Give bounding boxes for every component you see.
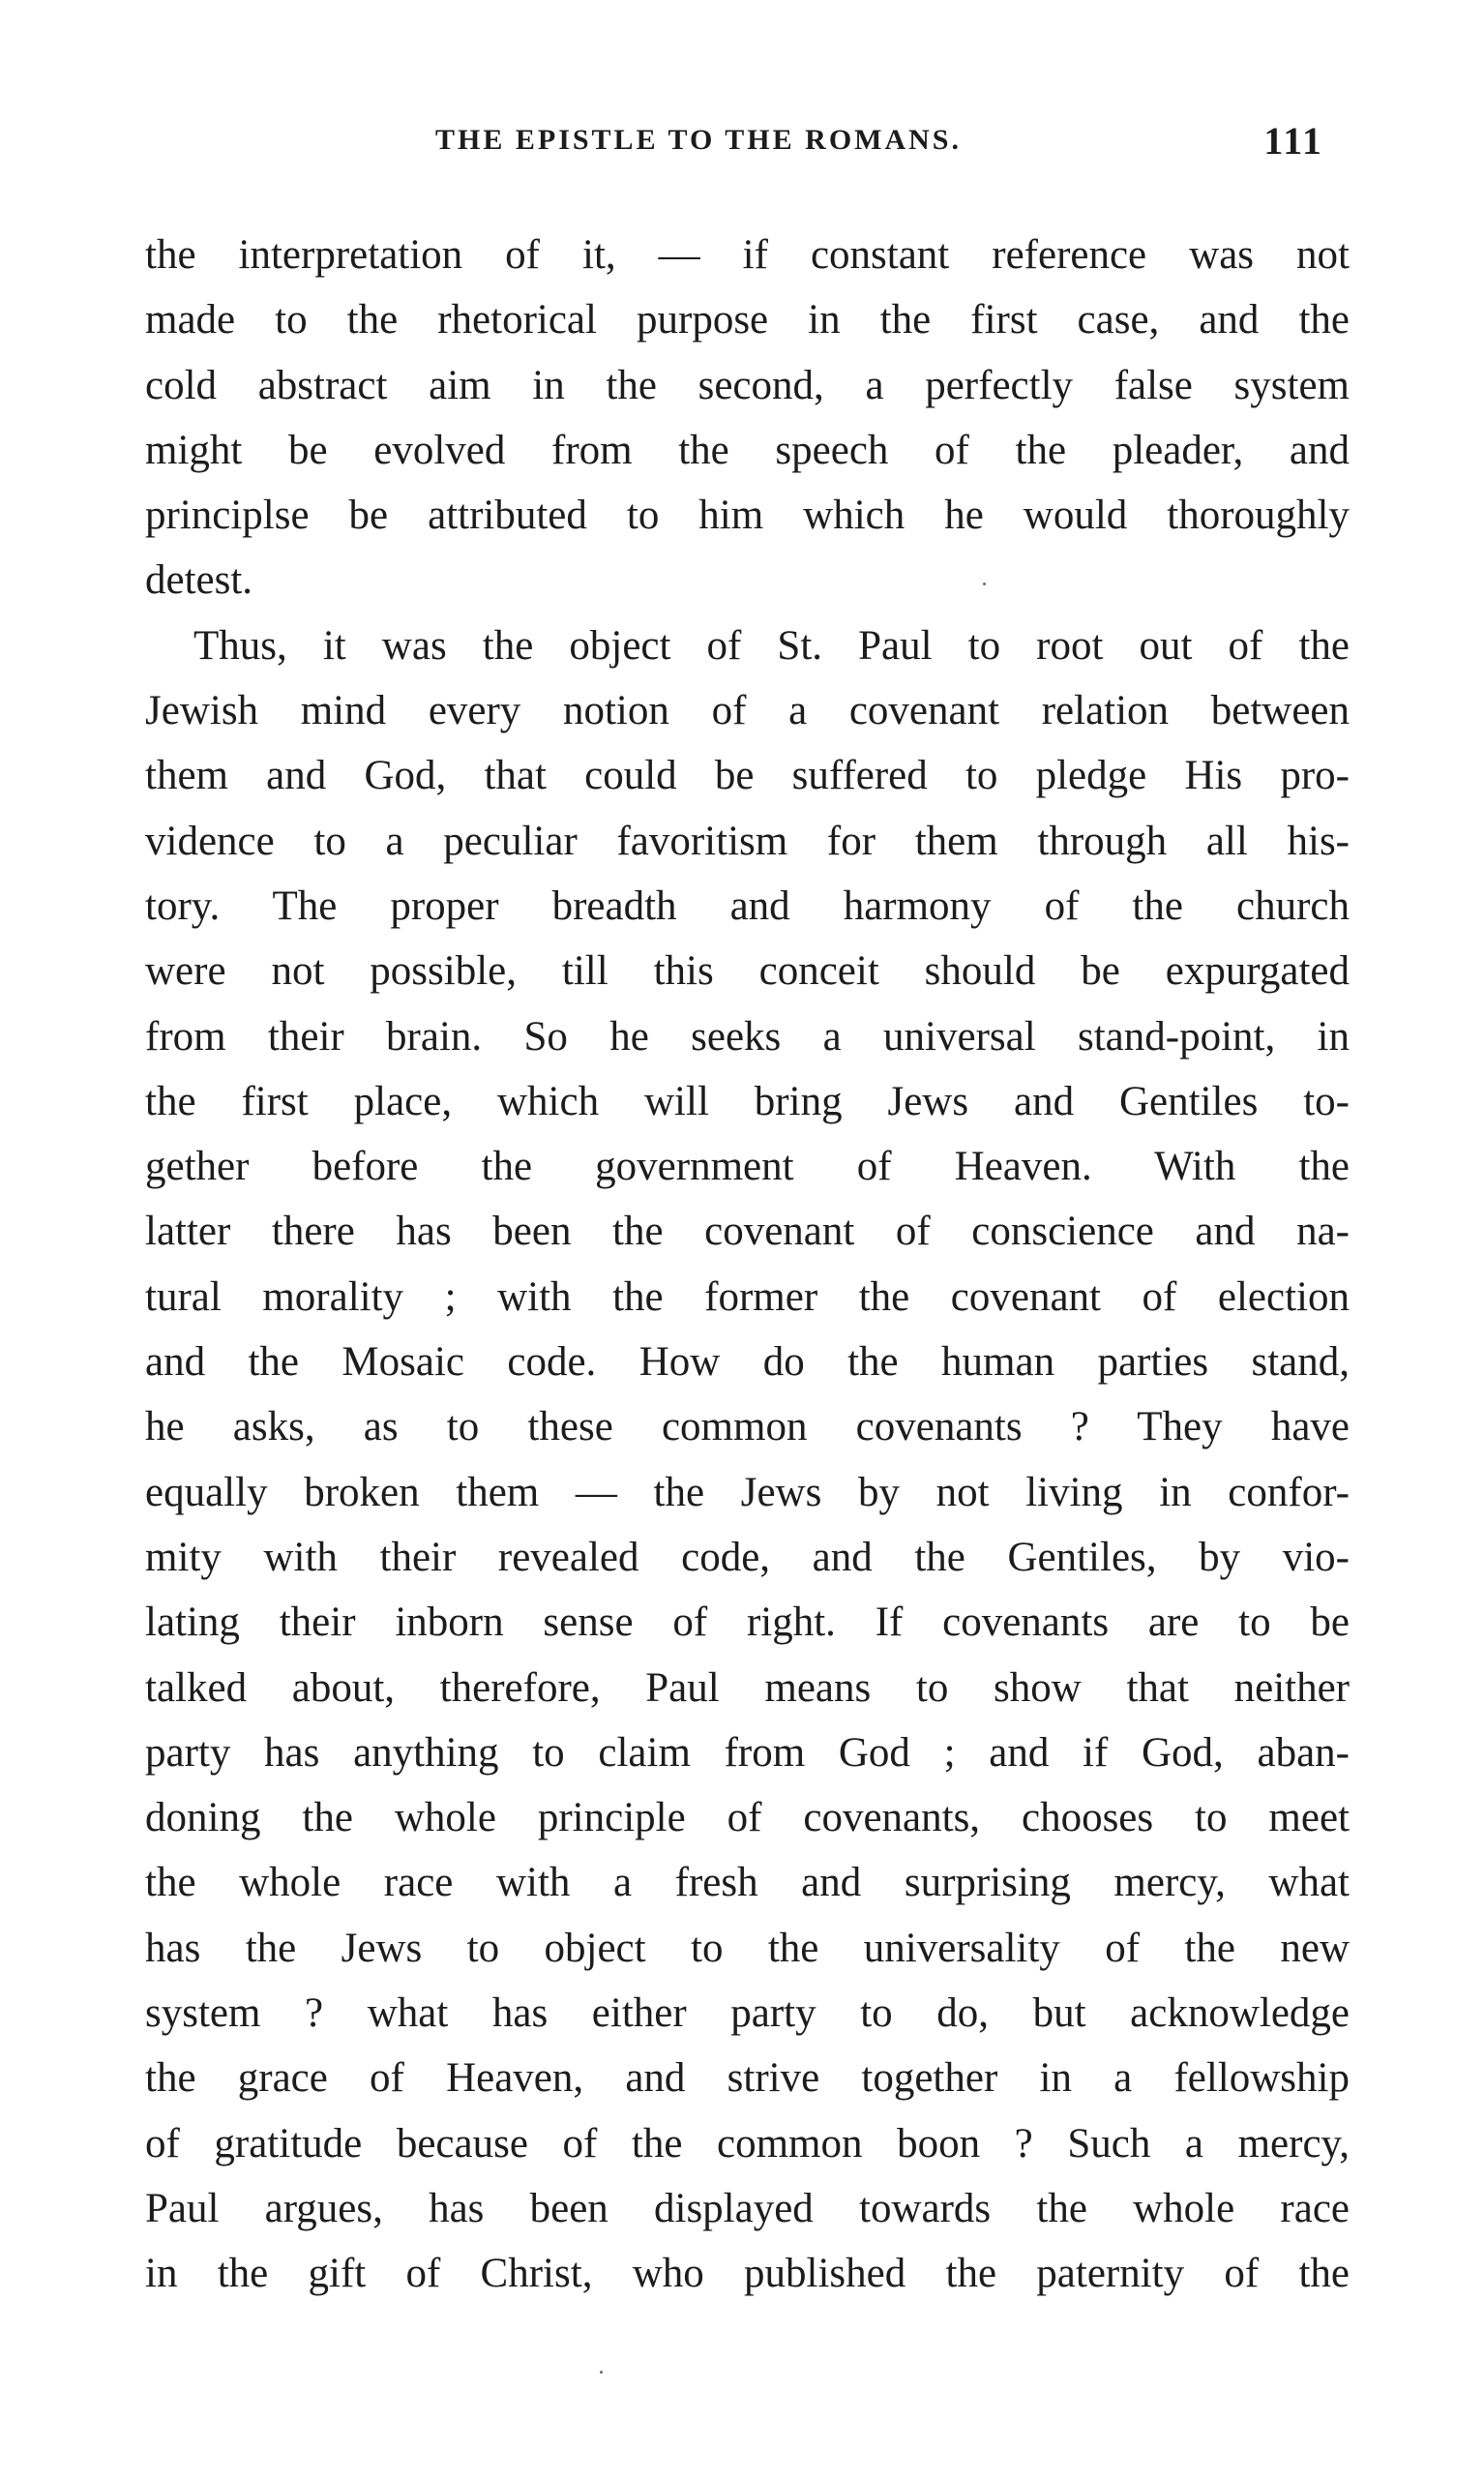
ink-speck: [983, 583, 986, 585]
paragraph: [145, 223, 1350, 613]
text-line: has the Jews to object to the universality of the new: [145, 1925, 1350, 1971]
text-line: Thus, it was the object of St. Paul to root out of the: [193, 622, 1350, 669]
text-line: were not possible, till this conceit should be expurgated: [145, 948, 1350, 995]
text-line: equally broken them — the Jews by not living in confor-: [145, 1469, 1350, 1515]
text-line: Jewish mind every notion of a covenant relation between: [145, 688, 1350, 734]
text-line: cold abstract aim in the second, a perfectly false system: [145, 362, 1350, 408]
text-line: system ? what has either party to do, but acknowledge: [145, 1990, 1350, 2037]
text-line: from their brain. So he seeks a universal stand-point, in: [145, 1013, 1350, 1060]
text-line: lating their inborn sense of right. If covenants are to be: [145, 1599, 1350, 1646]
text-line: he asks, as to these common covenants ? They have: [145, 1404, 1350, 1450]
text-line: vidence to a peculiar favoritism for them through all his-: [145, 818, 1350, 864]
page-number: 111: [1263, 119, 1323, 163]
text-line: detest.: [145, 557, 253, 604]
text-line: them and God, that could be suffered to pledge His pro-: [145, 753, 1350, 799]
text-line: principlse be attributed to him which he would thoroughly: [145, 493, 1350, 539]
text-line: mity with their revealed code, and the Gentiles, by vio-: [145, 1534, 1350, 1580]
text-line: the grace of Heaven, and strive together in a fellowship: [145, 2055, 1350, 2102]
body-text: [145, 223, 1350, 2307]
text-line: the first place, which will bring Jews and Gentiles to-: [145, 1078, 1350, 1124]
ink-speck: [600, 2371, 603, 2374]
text-line: of gratitude because of the common boon ? Such a mercy,: [145, 2120, 1350, 2167]
text-line: might be evolved from the speech of the pleader, and: [145, 427, 1350, 473]
text-line: latter there has been the covenant of conscience and na-: [145, 1209, 1350, 1255]
text-line: in the gift of Christ, who published the paternity of the: [145, 2251, 1350, 2297]
text-line: and the Mosaic code. How do the human parties stand,: [145, 1339, 1350, 1386]
text-line: tory. The proper breadth and harmony of the church: [145, 882, 1350, 929]
text-line: talked about, therefore, Paul means to show that neither: [145, 1664, 1350, 1711]
text-line: the whole race with a fresh and surprising mercy, what: [145, 1860, 1350, 1906]
running-title: THE EPISTLE TO THE ROMANS.: [435, 124, 962, 156]
text-line: gether before the government of Heaven. With the: [145, 1144, 1350, 1190]
text-line: made to the rhetorical purpose in the first case, and the: [145, 297, 1350, 344]
running-head: [145, 118, 1345, 166]
text-line: tural morality ; with the former the covenant of election: [145, 1273, 1350, 1320]
text-line: Paul argues, has been displayed towards the whole race: [145, 2185, 1350, 2231]
text-line: the interpretation of it, — if constant reference was not: [145, 232, 1350, 278]
paragraph: [145, 613, 1350, 2307]
text-line: party has anything to claim from God ; and if God, aban-: [145, 1729, 1350, 1776]
text-line: doning the whole principle of covenants, chooses to meet: [145, 1795, 1350, 1841]
